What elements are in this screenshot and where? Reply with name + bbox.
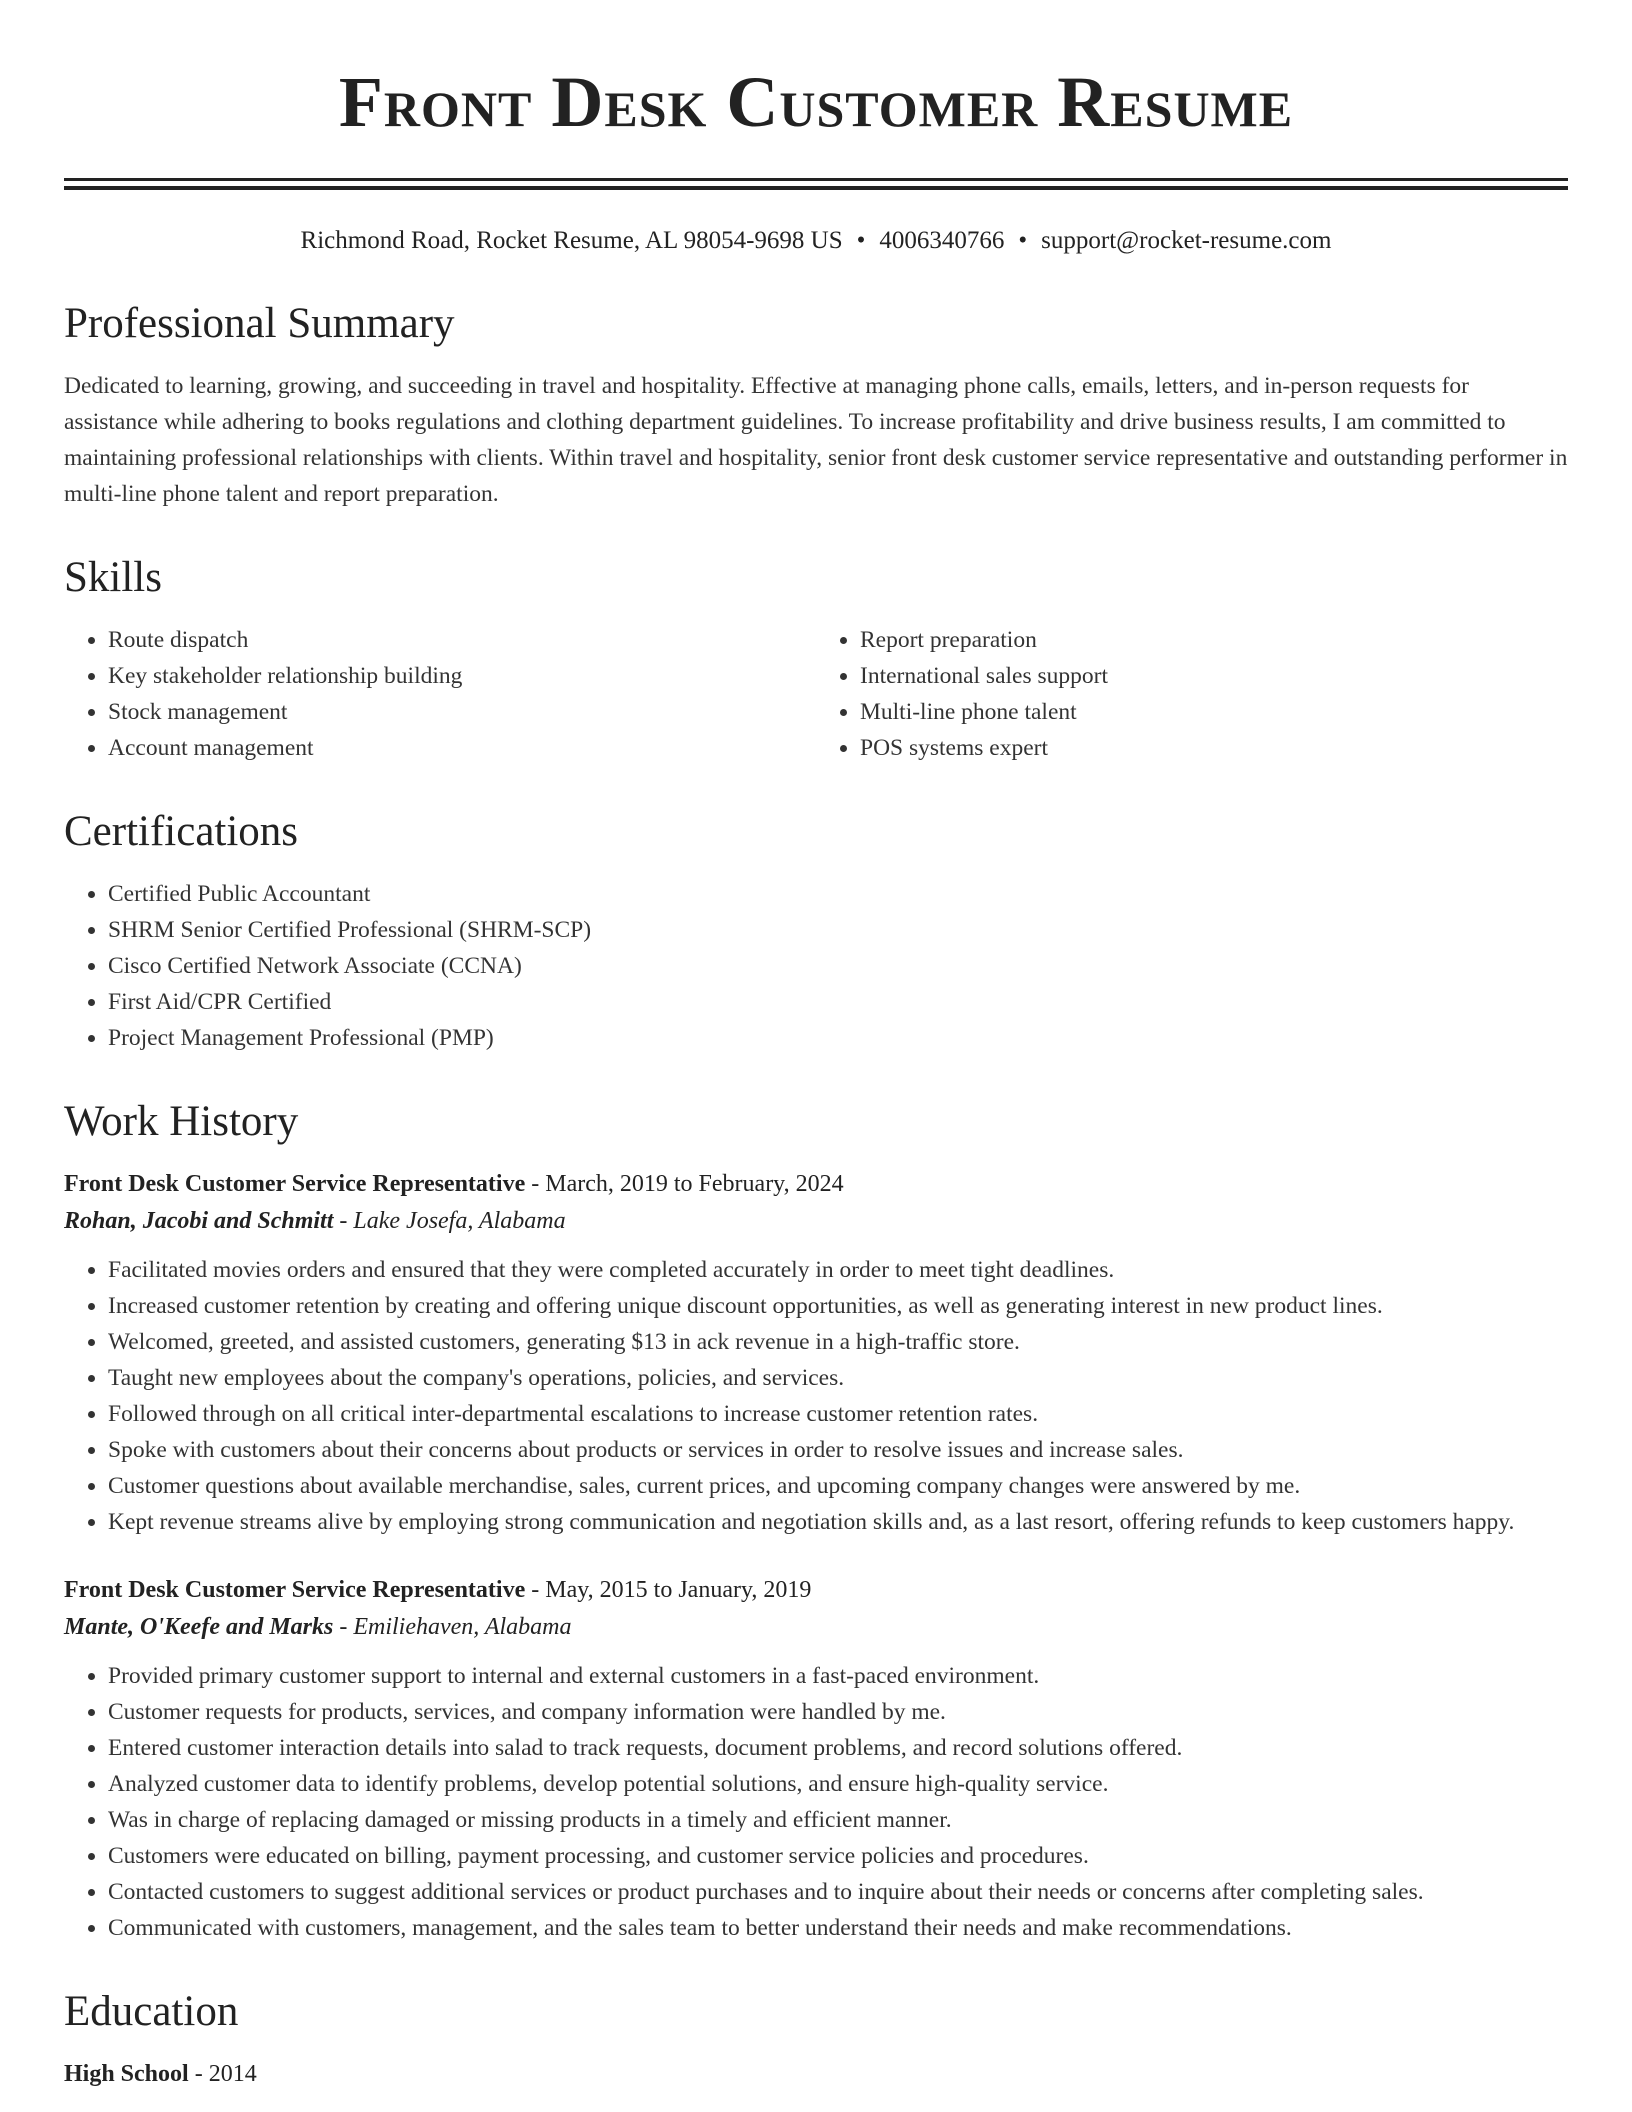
- job-company: Rohan, Jacobi and Schmitt: [64, 1208, 334, 1234]
- professional-summary-section: [64, 298, 1568, 512]
- skill-item: • Stock management: [108, 694, 816, 730]
- job-bullet: • Customer questions about available merchandise, sales, current prices, and upcoming company changes were answered by me.: [108, 1468, 1568, 1504]
- job-bullet: • Entered customer interaction details into salad to track requests, document problems, and record solutions offered.: [108, 1730, 1568, 1766]
- contact-separator: •: [856, 227, 866, 254]
- skills-list-right: [816, 622, 1568, 766]
- certifications-list: [64, 876, 1568, 1056]
- skill-item: • Multi-line phone talent: [860, 694, 1568, 730]
- contact-email: support@rocket-resume.com: [1041, 227, 1332, 254]
- job-entry: [64, 1166, 1568, 1540]
- job-location: - Lake Josefa, Alabama: [333, 1208, 566, 1234]
- certification-item: • Cisco Certified Network Associate (CCNA): [108, 948, 1568, 984]
- resume-title: Front Desk Customer Resume: [338, 62, 1294, 142]
- certification-item: • Certified Public Accountant: [108, 876, 1568, 912]
- certification-item: • Project Management Professional (PMP): [108, 1020, 1568, 1056]
- summary-text: Dedicated to learning, growing, and succeeding in travel and hospitality. Effective at managing phone calls, emails, letters, and in-person requests for assistance while adhering to books regulations and clothing department guidelines. To increase profitability and drive business results, I am committed to maintaining professional relationships with clients. Within travel and hospitality, senior front desk customer service representative and outstanding performer in multi-line phone talent and report preparation.: [64, 373, 1568, 507]
- contact-line: [64, 224, 1568, 258]
- job-bullet: • Provided primary customer support to internal and external customers in a fast-paced environment.: [108, 1658, 1568, 1694]
- work-history-section: [64, 1096, 1568, 1946]
- job-dates: - March, 2019 to February, 2024: [525, 1171, 844, 1197]
- job-bullet: • Followed through on all critical inter-departmental escalations to increase customer retention rates.: [108, 1396, 1568, 1432]
- skills-section: [64, 552, 1568, 766]
- education-degree: High School: [64, 2061, 189, 2087]
- certification-item: • First Aid/CPR Certified: [108, 984, 1568, 1020]
- job-bullet: • Was in charge of replacing damaged or missing products in a timely and efficient manner.: [108, 1802, 1568, 1838]
- contact-separator: •: [1018, 227, 1028, 254]
- skill-item: • Report preparation: [860, 622, 1568, 658]
- job-company: Mante, O'Keefe and Marks: [64, 1614, 334, 1640]
- section-heading-certifications: Certifications: [64, 808, 299, 855]
- certifications-section: [64, 806, 1568, 1056]
- job-company-line: [64, 1202, 1568, 1240]
- skill-item: • Key stakeholder relationship building: [108, 658, 816, 694]
- section-heading-skills: Skills: [64, 554, 162, 601]
- job-bullet: • Increased customer retention by creating and offering unique discount opportunities, as well as generating interest in new product lines.: [108, 1288, 1568, 1324]
- skill-item: • International sales support: [860, 658, 1568, 694]
- job-bullet: • Customers were educated on billing, payment processing, and customer service policies and procedures.: [108, 1838, 1568, 1874]
- section-heading-education: Education: [64, 1988, 239, 2035]
- skill-item: • Account management: [108, 730, 816, 766]
- job-bullet: • Kept revenue streams alive by employing strong communication and negotiation skills and, as a last resort, offering refunds to keep customers happy.: [108, 1504, 1568, 1540]
- skills-list-left: [64, 622, 816, 766]
- job-bullet: • Welcomed, greeted, and assisted customers, generating $13 in ack revenue in a high-traffic store.: [108, 1324, 1568, 1360]
- job-title: Front Desk Customer Service Representative: [64, 1577, 526, 1603]
- skill-item: • POS systems expert: [860, 730, 1568, 766]
- title-divider-top: [64, 178, 1568, 181]
- job-bullet: • Taught new employees about the company's operations, policies, and services.: [108, 1360, 1568, 1396]
- job-title: Front Desk Customer Service Representative: [64, 1171, 526, 1197]
- education-section: [64, 1986, 1568, 2092]
- job-bullets: [64, 1252, 1568, 1540]
- title-divider-bottom: [64, 186, 1568, 190]
- job-company-line: [64, 1608, 1568, 1646]
- job-bullet: • Spoke with customers about their concerns about products or services in order to resolve issues and increase sales.: [108, 1432, 1568, 1468]
- skill-item: • Route dispatch: [108, 622, 816, 658]
- education-year: - 2014: [188, 2061, 257, 2087]
- job-bullet: • Communicated with customers, management, and the sales team to better understand their needs and make recommendations.: [108, 1910, 1568, 1946]
- job-title-line: [64, 1572, 1568, 1608]
- job-location: - Emiliehaven, Alabama: [333, 1614, 572, 1640]
- job-bullets: [64, 1658, 1568, 1946]
- contact-address: Richmond Road, Rocket Resume, AL 98054-9698 US: [300, 227, 843, 254]
- job-bullet: • Facilitated movies orders and ensured that they were completed accurately in order to meet tight deadlines.: [108, 1252, 1568, 1288]
- job-bullet: • Customer requests for products, services, and company information were handled by me.: [108, 1694, 1568, 1730]
- section-heading-work-history: Work History: [64, 1098, 299, 1145]
- contact-phone: 4006340766: [879, 227, 1005, 254]
- job-entry: [64, 1572, 1568, 1946]
- job-title-line: [64, 1166, 1568, 1202]
- job-dates: - May, 2015 to January, 2019: [525, 1577, 812, 1603]
- section-heading-summary: Professional Summary: [64, 300, 455, 347]
- skills-grid: [64, 622, 1568, 766]
- job-bullet: • Analyzed customer data to identify problems, develop potential solutions, and ensure high-quality service.: [108, 1766, 1568, 1802]
- job-bullet: • Contacted customers to suggest additional services or product purchases and to inquire about their needs or concerns after completing sales.: [108, 1874, 1568, 1910]
- certification-item: • SHRM Senior Certified Professional (SHRM-SCP): [108, 912, 1568, 948]
- education-entry: [64, 2056, 1568, 2092]
